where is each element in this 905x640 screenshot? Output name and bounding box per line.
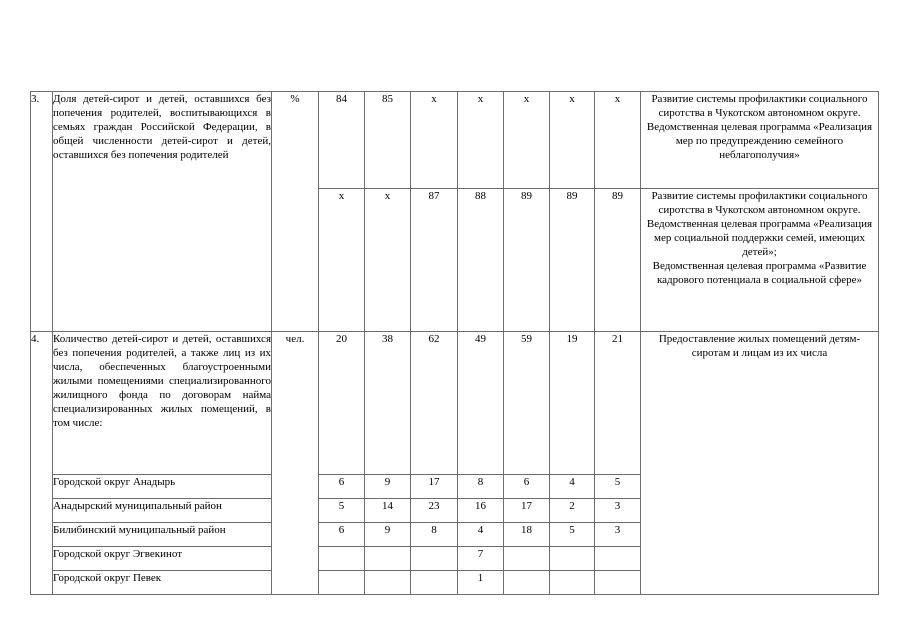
value-cell: x — [550, 92, 595, 189]
value-cell — [595, 547, 641, 571]
value-cell: 1 — [458, 571, 504, 595]
value-cell — [550, 571, 595, 595]
value-cell: 2 — [550, 499, 595, 523]
value-cell: x — [365, 189, 411, 332]
value-cell: 85 — [365, 92, 411, 189]
value-cell: 5 — [550, 523, 595, 547]
program-note: Предоставление жилых помещений детям-сиротам и лицам из их числа — [641, 332, 879, 595]
unit-cell: чел. — [272, 332, 319, 595]
value-cell: x — [411, 92, 458, 189]
value-cell: 9 — [365, 475, 411, 499]
indicators-table — [30, 91, 879, 595]
value-cell: 14 — [365, 499, 411, 523]
value-cell: 89 — [595, 189, 641, 332]
unit-cell: % — [272, 92, 319, 332]
value-cell: 23 — [411, 499, 458, 523]
value-cell — [411, 547, 458, 571]
value-cell: 49 — [458, 332, 504, 475]
value-cell: 38 — [365, 332, 411, 475]
value-cell — [504, 571, 550, 595]
value-cell: 8 — [411, 523, 458, 547]
value-cell: 20 — [319, 332, 365, 475]
value-cell: 6 — [319, 475, 365, 499]
value-cell: 89 — [550, 189, 595, 332]
value-cell: x — [504, 92, 550, 189]
table-row — [31, 332, 879, 475]
value-cell: 6 — [504, 475, 550, 499]
program-note: Развитие системы профилактики социального сиротства в Чукотском автономном округе. Ведомственная целевая программа «Реализация мер по предупреждению семейного неблагополучия» — [641, 92, 879, 189]
value-cell — [411, 571, 458, 595]
value-cell: 59 — [504, 332, 550, 475]
value-cell: 17 — [411, 475, 458, 499]
value-cell: 62 — [411, 332, 458, 475]
value-cell — [365, 547, 411, 571]
value-cell: 5 — [595, 475, 641, 499]
value-cell: 87 — [411, 189, 458, 332]
value-cell: 88 — [458, 189, 504, 332]
district-name: Анадырский муниципальный район — [53, 499, 272, 523]
value-cell — [504, 547, 550, 571]
value-cell — [319, 571, 365, 595]
value-cell — [365, 571, 411, 595]
indicator-description: Доля детей-сирот и детей, оставшихся без попечения родителей, воспитывающихся в семьях граждан Российской Федерации, в общей численности детей-сирот и детей, оставшихся без попечения родителей — [53, 92, 272, 332]
program-note: Развитие системы профилактики социального сиротства в Чукотском автономном округе. Ведомственная целевая программа «Реализация мер социальной поддержки семей, имеющих детей»; Ведомственная целевая программа «Развитие кадрового потенциала в социальной сфере» — [641, 189, 879, 332]
table-row — [31, 92, 879, 189]
value-cell: 84 — [319, 92, 365, 189]
row-number: 3. — [31, 92, 53, 332]
value-cell: 5 — [319, 499, 365, 523]
value-cell: 9 — [365, 523, 411, 547]
value-cell: 19 — [550, 332, 595, 475]
value-cell: 16 — [458, 499, 504, 523]
value-cell: 4 — [458, 523, 504, 547]
district-name: Билибинский муниципальный район — [53, 523, 272, 547]
district-name: Городской округ Певек — [53, 571, 272, 595]
value-cell: 8 — [458, 475, 504, 499]
value-cell: x — [595, 92, 641, 189]
district-name: Городской округ Эгвекинот — [53, 547, 272, 571]
value-cell — [550, 547, 595, 571]
indicator-description: Количество детей-сирот и детей, оставшихся без попечения родителей, а также лиц из их числа, обеспеченных благоустроенными жилыми помещениями специализированного жилищного фонда по договорам найма специализированных жилых помещений, в том числе: — [53, 332, 272, 475]
value-cell: 7 — [458, 547, 504, 571]
value-cell: 21 — [595, 332, 641, 475]
value-cell: 3 — [595, 499, 641, 523]
value-cell: x — [458, 92, 504, 189]
value-cell: 4 — [550, 475, 595, 499]
value-cell: 6 — [319, 523, 365, 547]
value-cell: x — [319, 189, 365, 332]
value-cell — [595, 571, 641, 595]
value-cell: 89 — [504, 189, 550, 332]
row-number: 4. — [31, 332, 53, 595]
value-cell: 17 — [504, 499, 550, 523]
district-name: Городской округ Анадырь — [53, 475, 272, 499]
value-cell: 18 — [504, 523, 550, 547]
value-cell: 3 — [595, 523, 641, 547]
value-cell — [319, 547, 365, 571]
